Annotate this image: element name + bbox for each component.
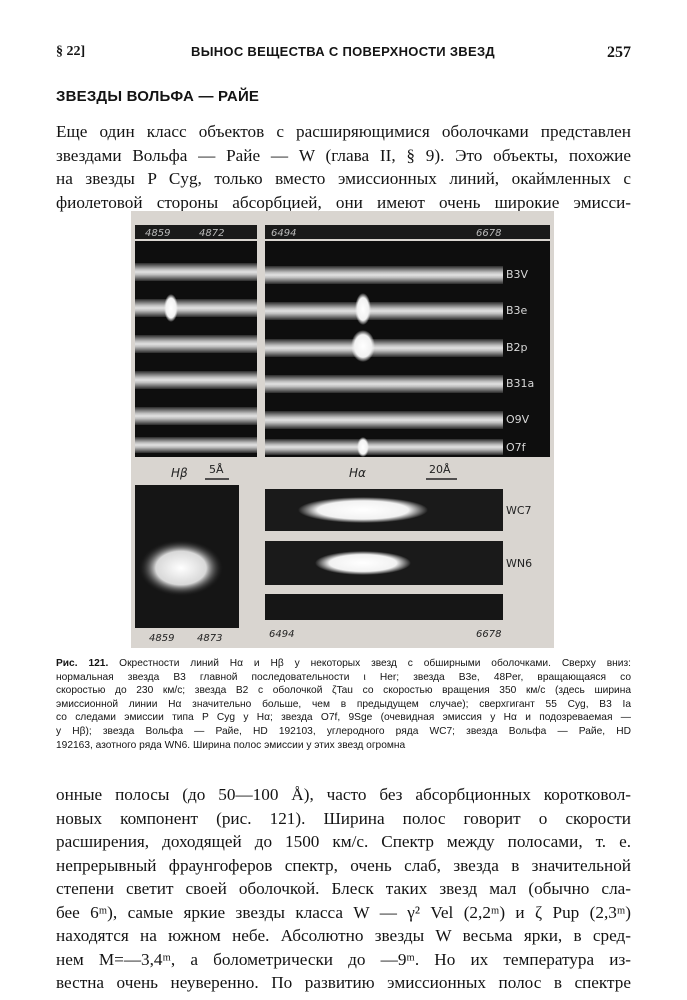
halpha-label: Hα (349, 466, 366, 480)
paragraph-line: расширения, доходящей до 1500 км/с. Спектр между полосами, т. е. (56, 832, 631, 851)
paragraph-2 (56, 783, 631, 995)
paragraph-1 (56, 120, 631, 214)
scale-bar-left: 5Å (209, 463, 224, 476)
paragraph-line: находятся на южном небе. Абсолютно звезды W весьма ярки, в сред- (56, 926, 631, 945)
paragraph-line: фиолетовой стороны абсорбцией, они имеют очень широкие эмисси- (56, 192, 631, 212)
caption-line: у Hβ); звезда Вольфа — Райе, HD 192103, углеродного ряда WC7; звезда Вольфа — Райе, HD (56, 725, 631, 737)
spectral-type-label: B3e (506, 304, 528, 317)
paragraph-line: вестна очень неуверенно. По развитию эмиссионных полос в спектре (56, 973, 631, 992)
tick-label: 6494 (271, 228, 297, 239)
paragraph-line: бее 6ᵐ), самые яркие звезды класса W — γ² Vel (2,2ᵐ) и ζ Pup (2,3ᵐ) (56, 902, 631, 922)
tick-label: 4859 (149, 633, 175, 644)
running-header (56, 44, 631, 68)
caption-line: Рис. 121. Окрестности линий Hα и Hβ у некоторых звезд с обширными оболочками. Сверху вниз: (56, 658, 631, 669)
wr-hbeta-emission (139, 540, 223, 596)
paragraph-line: Еще один класс объектов с расширяющимися оболочками представлен (56, 122, 631, 141)
tick-label: 6678 (476, 629, 502, 640)
tick-label: 4873 (197, 633, 223, 644)
wn6-emission-band (315, 551, 411, 575)
spectral-type-label: B2p (506, 341, 528, 354)
paragraph-line: на звезды P Cyg, только вместо эмиссионных линий, окаймленных с (56, 169, 631, 188)
wr-type-label: WC7 (506, 504, 532, 517)
caption-line: скоростью до 230 км/с; звезда B2 с оболочкой ζTau со скоростью вращения 350 км/с (здесь ширина (56, 685, 631, 697)
paragraph-line: онные полосы (до 50—100 Å), часто без абсорбционных коротковол- (56, 785, 631, 804)
paragraph-line: степени светит своей оболочкой. Блеск таких звезд мал (обычно сла- (56, 879, 631, 898)
tick-label: 6678 (476, 228, 502, 239)
paragraph-line: нем M=—3,4ᵐ, а болометрически до —9ᵐ. Но их температура из- (56, 949, 631, 969)
spectra-figure (131, 211, 554, 648)
hbeta-label: Hβ (171, 466, 188, 480)
wr-type-label: WN6 (506, 557, 533, 570)
tick-label: 6494 (269, 629, 295, 640)
section-title: ЗВЕЗДЫ ВОЛЬФА — РАЙЕ (56, 88, 260, 105)
caption-line: эмиссионной линии Hα значительно больше, чем в предыдущем случае); сверхгигант 55 Cyg, B3 Ia (56, 698, 631, 710)
figure-caption (56, 657, 631, 752)
spectra-plate (131, 211, 554, 648)
section-reference: § 22] (56, 44, 86, 59)
caption-line: 192163, азотного ряда WN6. Ширина полос эмиссии у этих звезд огромна (56, 739, 406, 751)
tick-label: 4859 (145, 228, 171, 239)
spectral-type-label: O9V (506, 413, 530, 426)
caption-line: нормальная звезда B3 главной последовательности ι Her; звезда B3e, 48Per, вращающаяся со (56, 671, 631, 683)
tick-label: 4872 (199, 228, 225, 239)
paragraph-line: непрерывный фраунгоферов спектр, очень слаб, звезда в значительной (56, 855, 631, 875)
paragraph-line: новых компонент (рис. 121). Ширина полос говорит о скорости (56, 808, 631, 828)
paragraph-line: звездами Вольфа — Райе — W (глава II, § 9). Это объекты, похожие (56, 145, 631, 165)
spectral-type-label: O7f (506, 441, 526, 454)
scale-bar-right: 20Å (429, 463, 451, 476)
spectral-type-label: B3V (506, 268, 529, 281)
running-title: ВЫНОС ВЕЩЕСТВА С ПОВЕРХНОСТИ ЗВЕЗД (191, 44, 495, 59)
spectral-type-label: B31a (506, 377, 535, 390)
page-number: 257 (607, 44, 631, 61)
wc7-emission-band (298, 497, 428, 523)
caption-line: со следами эмиссии типа P Cyg у Hα; звезда O7f, 9Sge (очевидная эмиссия у Hα и подозреваемая — (56, 712, 631, 724)
